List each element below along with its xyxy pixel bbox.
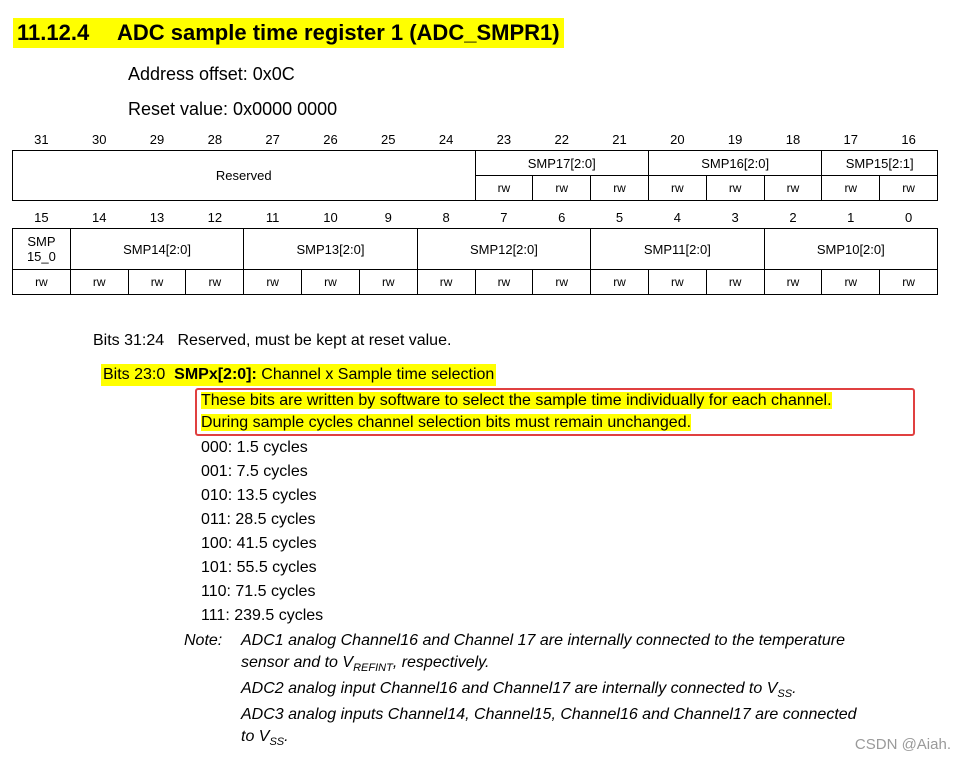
bits-23-0-line1: These bits are written by software to select the sample time individually for each channel. [201, 392, 832, 409]
sample-time-options [201, 436, 323, 628]
option-item: 000: 1.5 cycles [201, 439, 308, 456]
bit-number: 8 [442, 209, 450, 225]
access-row-lower [13, 270, 938, 295]
field-smp15-high: SMP15[2:1] [822, 151, 938, 176]
bit-number: 13 [149, 209, 165, 225]
note-3-line2 [241, 726, 289, 753]
bit-number: 7 [500, 209, 508, 225]
bit-number-row-upper [13, 128, 938, 151]
bit-number: 30 [91, 131, 107, 147]
access-cell: rw [533, 176, 591, 201]
option-item: 001: 7.5 cycles [201, 463, 308, 480]
section-title [13, 18, 564, 48]
note-3-sub: SS [269, 736, 285, 749]
bit-number: 12 [207, 209, 223, 225]
field-smp17: SMP17[2:0] [475, 151, 648, 176]
access-cell: rw [417, 270, 475, 295]
bit-number: 22 [554, 131, 569, 147]
smp15-0-line1: SMP [27, 234, 56, 249]
bit-number: 19 [727, 131, 743, 147]
bits-31-24-text: Reserved, must be kept at reset value. [177, 332, 452, 349]
access-cell: rw [533, 270, 591, 295]
bit-number: 1 [847, 209, 855, 225]
access-cell: rw [475, 176, 533, 201]
bit-number: 28 [207, 131, 223, 147]
field-smp11: SMP11[2:0] [591, 229, 764, 270]
note-label: Note: [184, 632, 223, 649]
bit-number: 9 [384, 209, 392, 225]
field-smp16: SMP16[2:0] [648, 151, 821, 176]
bit-number: 11 [265, 209, 280, 225]
access-cell: rw [880, 176, 938, 201]
bit-number: 26 [323, 131, 338, 147]
bit-number: 0 [904, 209, 913, 225]
note-3-line2-a: to V [241, 728, 270, 745]
access-cell: rw [186, 270, 244, 295]
note-1-line2-a: sensor and to V [241, 654, 354, 671]
bit-number: 14 [91, 209, 107, 225]
note-2-b: . [792, 680, 797, 697]
bit-number: 3 [731, 209, 739, 225]
note-2-sub: SS [777, 688, 793, 701]
note-1-sub: REFINT [353, 662, 393, 675]
note-3-line2-b: . [284, 728, 289, 745]
access-cell: rw [764, 176, 822, 201]
access-cell: rw [475, 270, 533, 295]
bits-23-0-line2-wrap [201, 412, 691, 434]
field-smp15-bit0 [13, 229, 71, 270]
bit-number: 2 [789, 209, 797, 225]
access-cell: rw [822, 176, 880, 201]
access-cell: rw [591, 176, 649, 201]
note-1-line2 [241, 652, 489, 679]
access-cell: rw [128, 270, 186, 295]
bit-number: 27 [265, 131, 280, 147]
bits-31-24-desc [93, 330, 451, 352]
field-smp14: SMP14[2:0] [70, 229, 243, 270]
access-cell: rw [706, 176, 764, 201]
reset-value: Reset value: 0x0000 0000 [128, 99, 338, 119]
option-item: 011: 28.5 cycles [201, 511, 316, 528]
note-2-a: ADC2 analog input Channel16 and Channel17 are internally connected to V [241, 680, 778, 697]
access-cell: rw [591, 270, 649, 295]
bits-23-0-line2: During sample cycles channel selection bits must remain unchanged. [201, 414, 692, 431]
section-number: 11.12.4 [17, 20, 90, 45]
access-cell: rw [302, 270, 360, 295]
option-item: 010: 13.5 cycles [201, 487, 317, 504]
watermark: CSDN @Aiah. [854, 736, 951, 753]
bit-number: 5 [615, 209, 624, 225]
bit-number: 25 [381, 131, 396, 147]
bit-number: 21 [612, 131, 627, 147]
note-2 [241, 678, 797, 705]
bits-31-24-label: Bits 31:24 [93, 332, 165, 349]
option-item: 111: 239.5 cycles [201, 607, 324, 624]
note-1-line2-b: , respectively. [392, 654, 490, 671]
bits-23-0-field: SMPx[2:0]: [174, 366, 257, 383]
field-smp13: SMP13[2:0] [244, 229, 417, 270]
field-row-lower [13, 229, 938, 270]
address-offset: Address offset: 0x0C [128, 64, 295, 84]
bit-number: 20 [670, 131, 685, 147]
bit-number: 10 [323, 209, 338, 225]
register-title: ADC sample time register 1 (ADC_SMPR1) [117, 20, 560, 45]
access-cell: rw [13, 270, 71, 295]
bit-number: 31 [34, 131, 49, 147]
note-1-line1: ADC1 analog Channel16 and Channel 17 are internally connected to the temperature [241, 632, 845, 649]
access-cell: rw [244, 270, 302, 295]
option-item: 101: 55.5 cycles [201, 559, 317, 576]
field-smp12: SMP12[2:0] [417, 229, 590, 270]
bit-number: 16 [901, 131, 916, 147]
smp15-0-line2: 15_0 [26, 249, 56, 264]
access-cell: rw [880, 270, 938, 295]
access-cell: rw [359, 270, 417, 295]
bit-number: 15 [34, 209, 49, 225]
bit-number: 29 [149, 131, 165, 147]
field-smp10: SMP10[2:0] [764, 229, 937, 270]
bit-number: 6 [558, 209, 566, 225]
bit-number-row-lower [13, 206, 938, 229]
note-3-line1: ADC3 analog inputs Channel14, Channel15, Channel16 and Channel17 are connected [241, 706, 857, 723]
bit-number: 23 [496, 131, 512, 147]
access-cell: rw [764, 270, 822, 295]
register-table-upper [12, 128, 938, 201]
bits-23-0-line1-wrap [201, 390, 832, 412]
access-cell: rw [706, 270, 764, 295]
access-cell: rw [70, 270, 128, 295]
bits-23-0-text: Channel x Sample time selection [261, 366, 495, 383]
option-item: 100: 41.5 cycles [201, 535, 317, 552]
access-cell: rw [822, 270, 880, 295]
bits-23-0-label: Bits 23:0 [103, 366, 166, 383]
field-row-upper [13, 151, 938, 176]
access-cell: rw [648, 270, 706, 295]
bits-23-0-desc [101, 364, 496, 386]
bit-number: 4 [673, 209, 681, 225]
register-table-lower [12, 206, 938, 295]
bit-number: 17 [843, 131, 859, 147]
bit-number: 18 [785, 131, 801, 147]
bit-number: 24 [438, 131, 454, 147]
reserved-field: Reserved [13, 151, 476, 201]
access-cell: rw [648, 176, 706, 201]
option-item: 110: 71.5 cycles [201, 583, 316, 600]
